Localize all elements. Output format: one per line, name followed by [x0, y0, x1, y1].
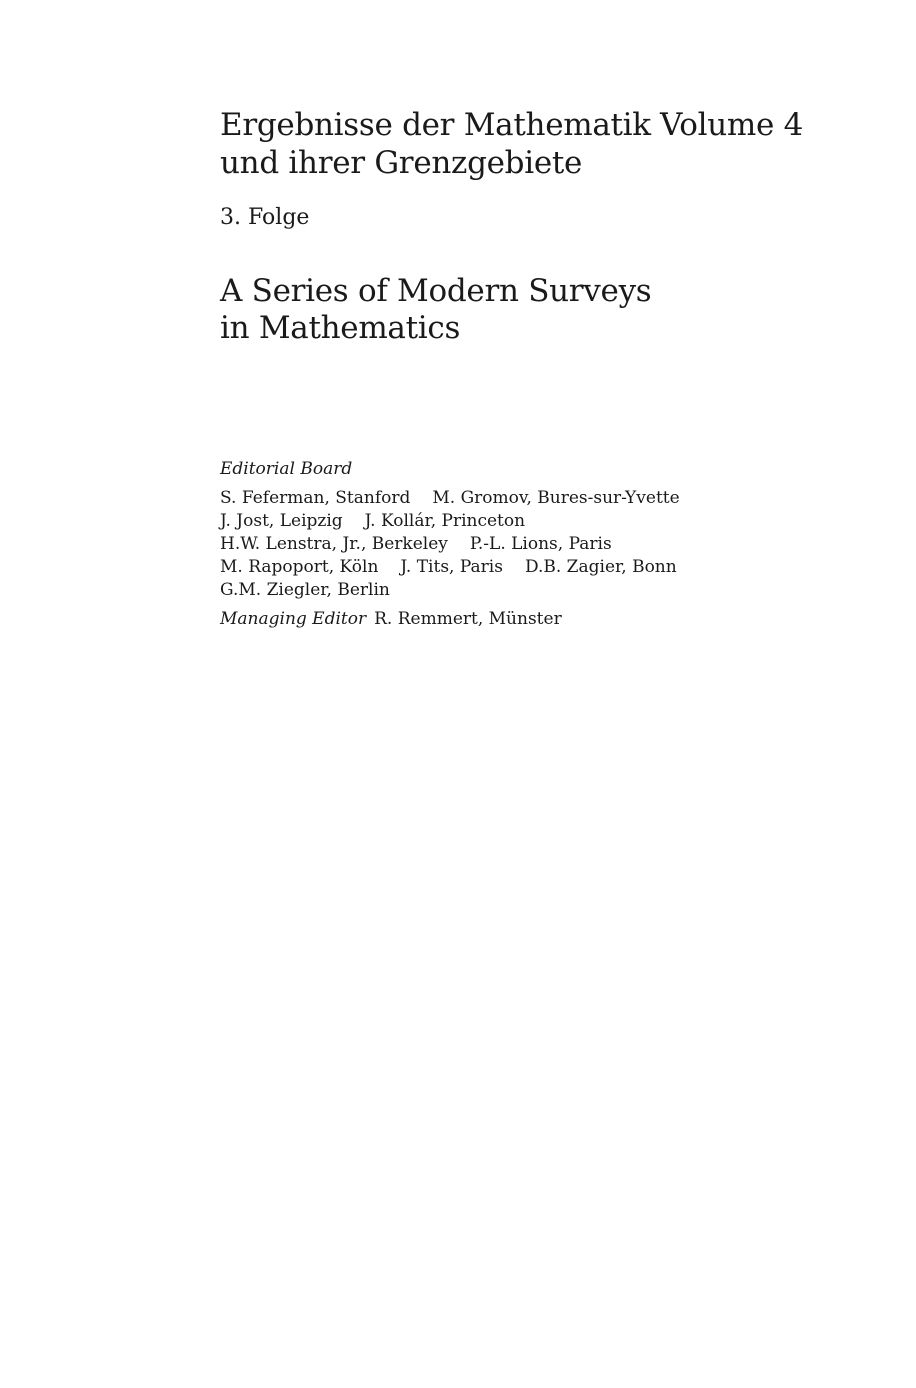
editorial-board-line	[220, 556, 680, 579]
series-title	[220, 106, 651, 182]
board-member: J. Tits, Paris	[400, 557, 503, 577]
board-member: M. Gromov, Bures-sur-Yvette	[432, 488, 680, 508]
board-member: G.M. Ziegler, Berlin	[220, 580, 390, 600]
editorial-board-line	[220, 579, 680, 602]
managing-editor	[220, 607, 562, 631]
series-subtitle-line-2: in Mathematics	[220, 310, 461, 346]
series-title-line-2: und ihrer Grenzgebiete	[220, 145, 583, 181]
managing-editor-label: Managing Editor	[220, 609, 367, 629]
board-member: M. Rapoport, Köln	[220, 557, 379, 577]
board-member: D.B. Zagier, Bonn	[524, 557, 677, 577]
editorial-board-line	[220, 533, 680, 556]
board-member: P.-L. Lions, Paris	[469, 534, 612, 554]
series-folge: 3. Folge	[220, 205, 310, 230]
volume-number: Volume 4	[659, 107, 803, 143]
editorial-board-line	[220, 510, 680, 533]
board-member: J. Jost, Leipzig	[220, 511, 343, 531]
board-member: H.W. Lenstra, Jr., Berkeley	[220, 534, 448, 554]
series-subtitle-line-1: A Series of Modern Surveys	[220, 273, 652, 309]
board-member: J. Kollár, Princeton	[364, 511, 526, 531]
board-member: S. Feferman, Stanford	[220, 488, 411, 508]
editorial-board-list	[220, 487, 680, 602]
editorial-board-heading: Editorial Board	[220, 459, 353, 479]
series-title-line-1: Ergebnisse der Mathematik	[220, 107, 651, 143]
series-subtitle	[220, 273, 651, 347]
managing-editor-name: R. Remmert, Münster	[374, 609, 562, 629]
editorial-board-line	[220, 487, 680, 510]
